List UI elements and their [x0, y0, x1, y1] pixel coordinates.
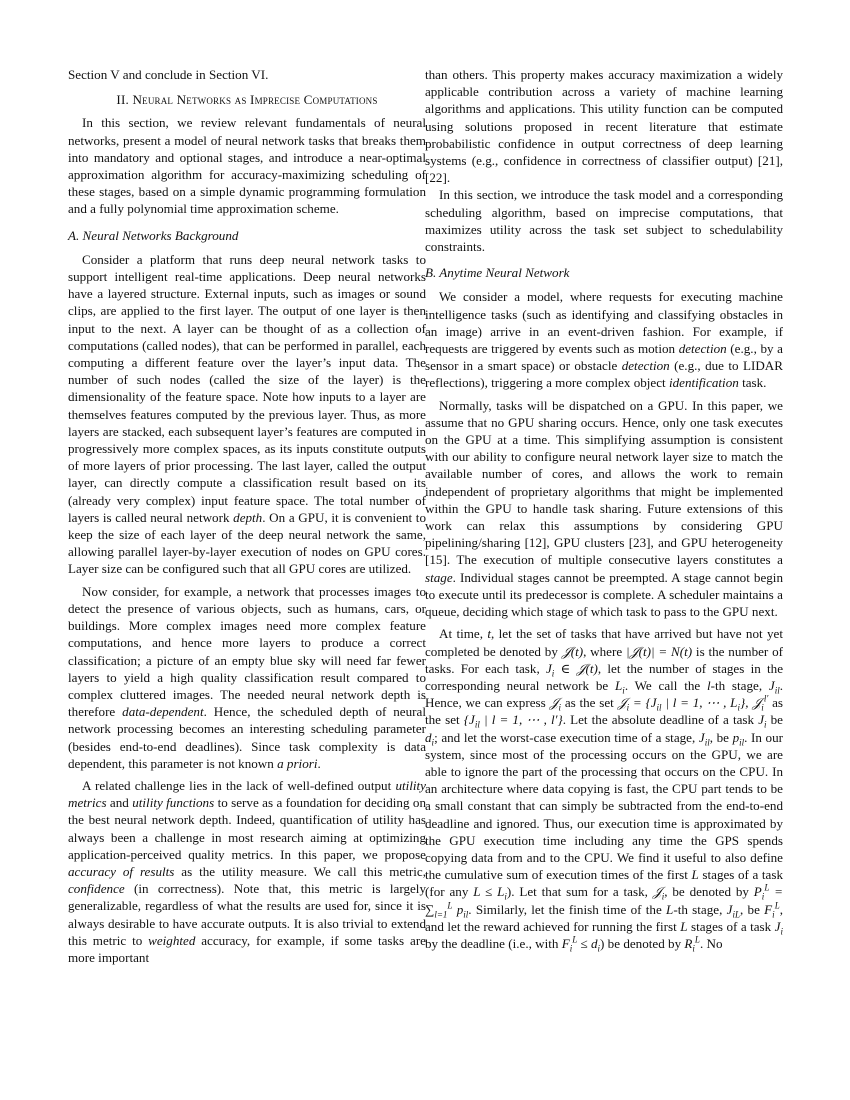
section-heading: II. Neural Networks as Imprecise Computations [116, 92, 378, 108]
paragraph: Normally, tasks will be dispatched on a GPU. In this paper, we assume that no GPU sharing occurs. Hence, only one task executes on the GPU at a time. This simplifying assumption is consistent with our ability to configure neural network layer size to match the available number of cores, and allows the work to remain independent of proprietary algorithms that might be implemented within the GPU to handle task sharing. Future extensions of this work can relax this assumptions by considering GPU pipelining/sharing [12], GPU clusters [23], and GPU heterogeneity [15]. The execution of multiple consecutive layers constitutes a stage. Individual stages cannot be preempted. A stage cannot begin to execute until its predecessor is complete. A scheduler maintains a queue, deciding which stage of which task to pass to the GPU next. [425, 397, 783, 620]
paragraph: Consider a platform that runs deep neural network tasks to support intelligent real-time applications. Deep neural networks have a layered structure. External inputs, such as images or sound clips, are applied to the first layer. The output of one layer is then input to the next. A layer can be thought of as a collection of computations (called nodes), that can be performed in parallel, each computing a different feature over the layer’s input data. The number of such nodes (called the size of the layer) is the dimensionality of the feature space. Note how inputs to a layer are themselves features computed by the previous layer. Thus, as more layers are stacked, each subsequent layer’s features are computed in progressively more complex spaces, as its inputs constitute outputs of more layers of prior processing. The last layer, called the output layer, can directly compute a classification result based on its (already very complex) input feature space. The total number of layers is called neural network depth. On a GPU, it is convenient to keep the size of each layer of the deep neural network the same, allowing parallel layer-by-layer execution of nodes on GPU cores. Layer size can be configured such that all GPU cores are utilized. [68, 251, 426, 577]
paragraph: than others. This property makes accuracy maximization a widely applicable contribution across a variety of machine learning algorithms and applications. This utility function can be computed using solutions proposed in recent literature that estimate probabilistic confidence in output correctness of deep learning systems (e.g., confidence in correctness of classifier output) [21], [22]. [425, 67, 783, 186]
paragraph: In this section, we introduce the task model and a corresponding scheduling algorithm, based on imprecise computations, that maximizes utility across the task set subject to schedulability constraints. [425, 187, 783, 255]
paragraph: In this section, we review relevant fundamentals of neural networks, present a model of neural network tasks that breaks them into mandatory and optional stages, and introduce a near-optimal approximation algorithm for accuracy-maximizing scheduling of these stages, based on a simple dynamic programming formulation and a fully polynomial time approximation scheme. [68, 115, 426, 217]
subsection-heading: B. Anytime Neural Network [425, 265, 570, 281]
paragraph-with-math: At time, t, let the set of tasks that have arrived but have not yet completed be denoted by 𝒥(t), where |𝒥(t)| = N(t) is the number of tasks. For each task, $J_i$ ∈ 𝒥(t), let the number of stages in the corresponding neural network be $L_i$. We call the l-th stage, $J_{il}$. Hence, we can express 𝒥$_i$ as the set 𝒥$_i$ = {$J_{il}$ | l = 1, ⋯ , $L_i$}, 𝒥$_i^{l'}$ as the set {$J_{il}$ | l = 1, ⋯ , l′}. Let the absolute deadline of a task $J_i$ be $d_i$; and let the worst-case execution time of a stage, $J_{il}$, be $p_{il}$. In our system, since most of the processing occurs on the GPU, we are able to ignore the part of the processing that occurs on the CPU. In an architecture where data copying is fast, the CPU part tends to be a small constant that can simply be subtracted from the end-to-end deadline and ignored. Thus, our execution time is approximated by the GPU execution time including any time the GPS spends copying data from and to the CPU. We find it useful to also define the cumulative sum of execution times of the first L stages of a task (for any $L \le L_i$). Let that sum for a task, 𝒥$_i$, be denoted by $P_i^L = \sum_{l=1}^L$ $p_{il}$. Similarly, let the finish time of the L-th stage, $J_{iL}$, be $F_i^L$, and let the reward achieved for running the first L stages of a task $J_i$ by the deadline (i.e., with $F_i^L \le d_i$) be denoted by $R_i^L$. No [425, 626, 784, 954]
right-column [425, 66, 783, 952]
paragraph: A related challenge lies in the lack of well-defined output utility metrics and utility functions to serve as a foundation for deciding on the best neural network depth. Indeed, quantification of utility has always been a challenge in most research aiming at optimizing application-perceived quality metrics. In this paper, we propose accuracy of results as the utility measure. We call this metric, confidence (in correctness). Note that, this metric is largely generalizable, regardless of what the results are used for, since it is always desirable to have accurate outputs. It is also trivial to extend this metric to weighted accuracy, for example, if some tasks are more important [68, 777, 426, 965]
paragraph: Section V and conclude in Section VI. [68, 67, 269, 82]
paragraph: Now consider, for example, a network that processes images to detect the presence of various objects, such as humans, cars, or buildings. More complex images need more complex feature computations, and hence more layers to produce a correct classification; a picture of an empty blue sky will need far fewer layers to yield a high quality classification result compared to complex cluttered images. The needed neural network depth is therefore data-dependent. Hence, the scheduled depth of neural network processing becomes an interesting scheduling parameter (besides end-to-end deadlines). Since task complexity is data dependent, this parameter is not known a priori. [68, 583, 426, 771]
paragraph: We consider a model, where requests for executing machine intelligence tasks (such as identifying and classifying obstacles in an image) arrive in an event-driven fashion. For example, if requests are triggered by events such as motion detection (e.g., by a sensor in a smart space) or obstacle detection (e.g., due to LIDAR reflections), triggering a more complex object identification task. [425, 289, 783, 391]
left-column [68, 66, 426, 966]
subsection-heading: A. Neural Networks Background [68, 227, 239, 243]
